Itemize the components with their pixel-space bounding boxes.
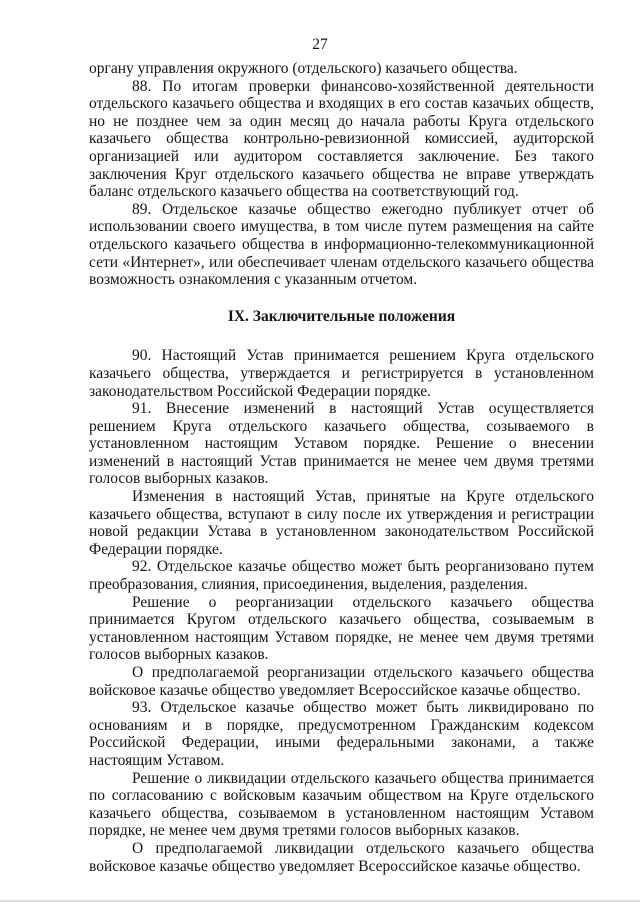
- section-heading: IX. Заключительные положения: [227, 307, 456, 325]
- paragraph-93: 93. Отдельское казачье общество может быть ликвидировано по основаниям и в порядке, предусмотренном Гражданским кодексом Российской Федерации, иными федеральными законами, а также настоящим Уставом.: [89, 699, 594, 769]
- paragraph-91-amendments: Изменения в настоящий Устав, принятые на Круге отдельского казачьего общества, вступают в силу после их утверждения и регистрации новой редакции Устава в установленном законодательством Российской Федерации порядке.: [89, 488, 594, 558]
- paragraph-92: 92. Отдельское казачье общество может быть реорганизовано путем преобразования, слияния, присоединения, выделения, разделения.: [89, 558, 594, 594]
- paragraph-91: 91. Внесение изменений в настоящий Устав осуществляется решением Круга отдельского казачьего общества, созываемого в установленном настоящим Уставом порядке. Решение о внесении изменений в настоящий Устав принимается не менее чем двумя третями голосов выборных казаков.: [89, 400, 594, 488]
- paragraph-93-decision: Решение о ликвидации отдельского казачьего общества принимается по согласованию с войсковым казачьим обществом на Круге отдельского казачьего общества, созываемом в установленном настоящим Уставом порядке, не менее чем двумя третями голосов выборных казаков.: [89, 769, 594, 840]
- paragraph-90: 90. Настоящий Устав принимается решением Круга отдельского казачьего общества, утверждается и регистрируется в установленном законодательством Российской Федерации порядке.: [89, 347, 594, 400]
- section-ix-body: [89, 347, 594, 875]
- document-body: [89, 60, 594, 875]
- paragraph-92-notice: О предполагаемой реорганизации отдельского казачьего общества войсковое казачье общество уведомляет Всероссийское казачье общество.: [89, 664, 594, 699]
- paragraph-92-decision: Решение о реорганизации отдельского казачьего общества принимается Кругом отдельского казачьего общества, созываемым в установленном настоящим Уставом порядке, не менее чем двумя третями голосов выборных казаков.: [89, 593, 594, 664]
- paragraph-continuation: органу управления окружного (отдельского) казачьего общества.: [89, 60, 518, 77]
- paragraph-93-notice: О предполагаемой ликвидации отдельского казачьего общества войсковое казачье общество уведомляет Всероссийское казачье общество.: [89, 839, 594, 875]
- page-number: 27: [312, 36, 328, 53]
- paragraph-88: 88. По итогам проверки финансово-хозяйственной деятельности отдельского казачьего общества и входящих в его состав казачьих обществ, но не позднее чем за один месяц до начала работы Круга отдельского казачьего общества контрольно-ревизионной комиссией, аудиторской организацией или аудитором составляется заключение. Без такого заключения Круг отдельского казачьего общества не вправе утверждать баланс отдельского казачьего общества на соответствующий год.: [89, 77, 594, 201]
- section-viii-tail: [89, 60, 594, 289]
- paragraph-89: 89. Отдельское казачье общество ежегодно публикует отчет об использовании своего имущества, в том числе путем размещения на сайте отдельского казачьего общества в информационно-телекоммуникационной сети «Интернет», или обеспечивает членам отдельского казачьего общества возможность ознакомления с указанным отчетом.: [89, 200, 594, 289]
